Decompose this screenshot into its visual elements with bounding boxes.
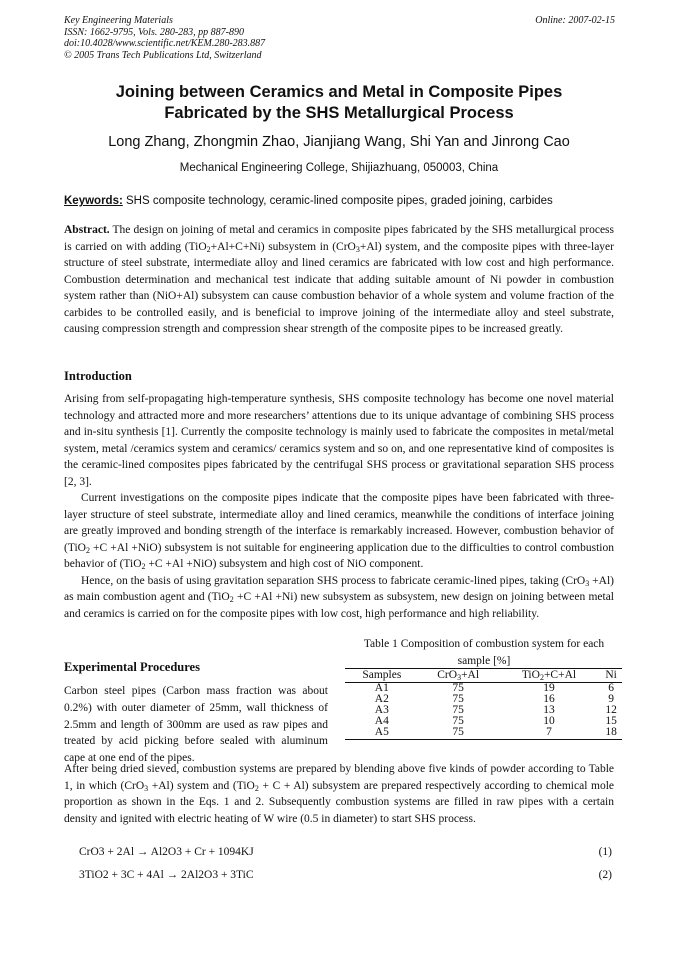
table-cell: A3 <box>374 704 389 716</box>
col-header: TiO$_2$+C+Al <box>498 669 601 683</box>
experimental-heading: Experimental Procedures <box>64 660 200 674</box>
subscript: 2 <box>85 545 90 555</box>
col-header: Ni <box>600 669 622 683</box>
journal-name: Key Engineering Materials <box>64 15 173 26</box>
abstract-text-3: +Al) system, and the composite pipes with three-layer structure of steel substrate, intermediate alloy and lined ceramics are fabricated with low cost and high performance. Combustion determination and mechanical test indicate that adding suitable amount of Ni powder in combustion system rather than (NiO+Al) subsystem can cause combustion behavior of a whole system and volume fraction of the carbides to be controlled easily, and is beneficial to improve joining of the intermediate alloy and steel substrate, causing compression strength and compression shear strength of the composite pipes to be increased greatly. <box>64 240 614 335</box>
title-line-2: Fabricated by the SHS Metallurgical Process <box>164 104 514 122</box>
subscript: 2 <box>254 783 259 793</box>
table-cell: 6 <box>608 682 614 694</box>
table-cell: 75 <box>452 704 464 716</box>
table-cell: 9 <box>608 693 614 705</box>
subscript: 3 <box>144 783 149 793</box>
exp-text-b: +Al) system and (TiO <box>148 779 255 792</box>
table-cell: 18 <box>600 727 622 740</box>
subscript: 2 <box>229 595 234 604</box>
intro-paragraph-2 <box>64 490 614 573</box>
table-cell: A4 <box>374 715 389 727</box>
exp-text-c: + C + Al) subsystem are prepared respectively according to chemical mole proportion as shown in the Eqs. 1 and 2. Subsequently combustion systems are filled in raw pipes with a certain density and ignited with electric heating of W wire (0.5 in diameter) to start SHS process. <box>64 779 614 825</box>
experimental-paragraph-1: Carbon steel pipes (Carbon mass fraction was about 0.2%) with outer diameter of 25mm, wall thickness of 2.5mm and length of 300mm are used as raw pipes and treated by acid picking before sealed with aluminum cape at one end of the pipes. <box>64 685 328 765</box>
introduction-heading: Introduction <box>64 369 132 383</box>
equation-2-text: 3TiO2 + 3C + 4Al → 2Al2O3 + 3TiC <box>79 869 254 881</box>
intro-paragraph-3 <box>64 573 614 623</box>
table-cell: 75 <box>419 727 498 740</box>
table-cell: A5 <box>345 727 419 740</box>
keywords-text: SHS composite technology, ceramic-lined composite pipes, graded joining, carbides <box>126 195 553 207</box>
abstract-text-1: The design on joining of metal and ceramics in composite pipes fabricated by the SHS metallurgical process is carried on with adding (TiO <box>64 224 614 253</box>
subscript: 3 <box>585 578 590 588</box>
abstract <box>64 222 614 338</box>
equation-1 <box>79 846 612 858</box>
intro-paragraph-1: Arising from self-propagating high-temperature synthesis, SHS composite technology has become one novel material technology and attracted more and more researchers’ attentions due to its unique advantage of combining SHS process and in-situ synthesis [1]. Currently the composite technology is mainly used to fabricate the composites in metal/metal system, metal /ceramics system and ceramics/ ceramics system and so on, and one representative kind of composites is the ceramic-lined composites pipes fabricated by the centrifugal SHS process or gravitational separation SHS process [2, 3]. <box>64 393 614 488</box>
table-cell: 15 <box>605 715 617 727</box>
table-cell: 75 <box>452 682 464 694</box>
subscript: 3 <box>355 244 360 254</box>
keywords <box>64 195 553 207</box>
journal-header <box>64 15 265 61</box>
table-cell: 10 <box>543 715 555 727</box>
equation-1-text: CrO3 + 2Al → Al2O3 + Cr + 1094KJ <box>79 846 254 858</box>
table-cell: 7 <box>498 727 601 740</box>
keywords-label: Keywords: <box>64 195 123 207</box>
table-header-row <box>345 669 622 683</box>
affiliation: Mechanical Engineering College, Shijiazhuang, 050003, China <box>179 162 499 174</box>
table-cell: 19 <box>543 682 555 694</box>
table-cell: 75 <box>452 715 464 727</box>
exp-text-a: After being dried sieved, combustion systems are prepared by blending above five kinds of powder according to Table 1, in which (CrO <box>64 763 614 792</box>
authors: Long Zhang, Zhongmin Zhao, Jianjiang Wang, Shi Yan and Jinrong Cao <box>108 134 570 150</box>
composition-table <box>345 668 622 740</box>
introduction-body <box>64 391 614 622</box>
subscript: 2 <box>141 562 146 571</box>
abstract-text-2: +Al+C+Ni) subsystem in (CrO <box>210 240 356 253</box>
table-cell: 16 <box>543 693 555 705</box>
experimental-paragraph-2 <box>64 761 614 827</box>
title-line-1: Joining between Ceramics and Metal in Composite Pipes <box>115 83 563 101</box>
doi-line: doi:10.4028/www.scientific.net/KEM.280-283.887 <box>64 38 266 49</box>
intro-p2-text-a: Current investigations on the composite pipes indicate that the composite pipes have been fabricated with three-layer structure of steel substrate, intermediate alloy and lined ceramics, meanwhile the conditions of interface joining are greatly improved and bonding strength of the interface is remarkably increased. However, combustion behavior of (TiO <box>64 492 614 554</box>
table-cell: A1 <box>374 682 389 694</box>
equation-2-number: (2) <box>598 869 612 881</box>
table-row <box>345 727 622 740</box>
intro-p2-text-c: +C +Al +NiO) subsystem and high cost of NiO component. <box>145 558 424 570</box>
online-date: Online: 2007-02-15 <box>535 15 615 26</box>
table-cell: 12 <box>605 704 617 716</box>
copyright-line: © 2005 Trans Tech Publications Ltd, Switzerland <box>64 49 262 61</box>
col-header: Samples <box>345 669 419 683</box>
table-cell: A2 <box>374 693 389 705</box>
intro-p3-text-c: +C +Al +Ni) new subsystem as subsystem, new design on joining between metal and ceramics is carried on for the composite pipes with low cost, high performance and high reliability. <box>64 591 614 620</box>
equation-2 <box>79 869 612 881</box>
subscript: 2 <box>206 244 211 254</box>
intro-p3-text-a: Hence, on the basis of using gravitation separation SHS process to fabricate ceramic-lined pipes, taking (CrO <box>81 574 586 587</box>
intro-p3-text-b: +Al) as main combustion agent and (TiO <box>64 574 614 603</box>
intro-p2-text-b: +C +Al +NiO) subsystem is not suitable for engineering application due to the difficulties to control combustion behavior of (TiO <box>64 541 614 570</box>
table-cell: 75 <box>452 693 464 705</box>
table-caption: Table 1 Composition of combustion system for each sample [%] <box>363 638 605 667</box>
col-header: CrO$_3$+Al <box>419 669 498 683</box>
table-cell: 13 <box>543 704 555 716</box>
equation-1-number: (1) <box>598 846 612 858</box>
abstract-label: Abstract. <box>64 224 110 236</box>
paper-title <box>40 82 638 124</box>
issn-line: ISSN: 1662-9795, Vols. 280-283, pp 887-890 <box>64 26 244 38</box>
